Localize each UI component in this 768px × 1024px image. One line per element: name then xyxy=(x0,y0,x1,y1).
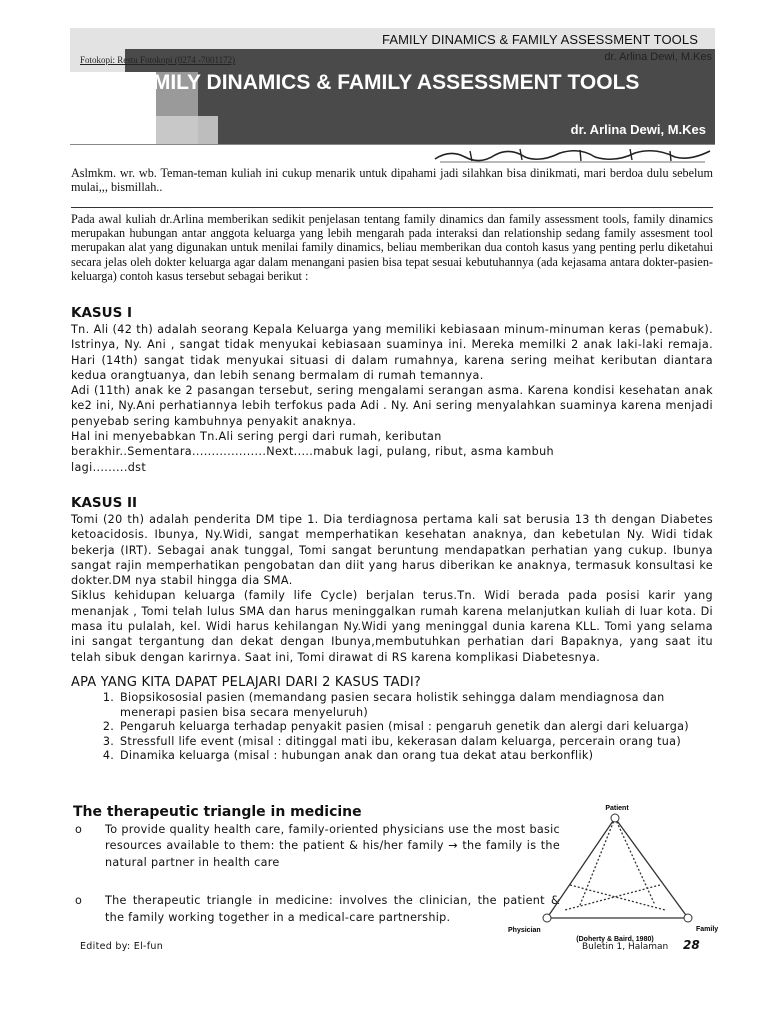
bullet-item xyxy=(75,893,560,926)
intro-text: Aslmkm. wr. wb. Teman-teman kuliah ini cukup menarik untuk dipahami jadi silahkan bisa dinikmati, mari berdoa dulu sebelum mulai,,, bismillah.. xyxy=(71,166,713,194)
lessons-list xyxy=(76,691,716,764)
footer-editor: Edited by: El-fun xyxy=(80,941,164,952)
header-decor-square xyxy=(198,116,218,144)
list-item: 2. Pengaruh keluarga terhadap penyakit pasien (misal : pengaruh genetik dan alergi dari keluarga) xyxy=(118,720,716,735)
page-number: 28 xyxy=(683,938,700,952)
calligraphy-image xyxy=(430,145,715,165)
bullet-text: To provide quality health care, family-oriented physicians use the most basic resources available to them: the patient & his/her family → the family is the natural partner in health care xyxy=(105,823,560,869)
list-item: 4. Dinamika keluarga (misal : hubungan anak dan orang tua dekat atau berkonflik) xyxy=(118,749,716,764)
triangle-label-physician: Physician xyxy=(508,927,541,934)
kasus2-paragraph: Tomi (20 th) adalah penderita DM tipe 1. Dia terdiagnosa pertama kali sat berusia 13 th dengan Diabetes ketoacidosis. Ibunya, Ny.Widi, sangat memperhatikan kesehatan anaknya, dan kebetulan Ny. Widi tidak bekerja (IRT). Sebagai anak tunggal, Tomi sangat beruntung mendapatkan perhatian yang cukup. Ibunya sangat rajin memperhatikan pengobatan dan diit yang harus diberikan ke anaknya, termasuk konsultasi ke dokter.DM nya stabil hingga dia SMA. xyxy=(71,513,713,588)
kasus1-heading: KASUS I xyxy=(71,305,133,321)
triangle-citation: (Doherty & Baird, 1980) xyxy=(576,936,654,943)
header-author-small: dr. Arlina Dewi, M.Kes xyxy=(604,51,712,63)
kasus1-paragraph: Adi (11th) anak ke 2 pasangan tersebut, sering mengalami serangan asma. Karena kondisi kesehatan anak ke2 ini, Ny.Ani perhatiannya lebih terfokus pada Adi . Ny. Ani sering menyalahkan suaminya karena menjadi penyebab sering kambuhnya penyakit anaknya. xyxy=(71,384,713,428)
kasus2-paragraph: Siklus kehidupan keluarga (family life Cycle) berjalan terus.Tn. Widi berada pada posisi karir yang menanjak , Tomi telah lulus SMA dan harus meninggalkan rumah karena melanjutkan kuliah di luar kota. Di masa itu pulalah, kel. Widi harus kehilangan Ny.Widi yang meninggal dunia karena KLL. Tomi yang selama ini sangat tergantung dan dekat dengan Ibunya,membutuhkan perhatian dari Bapaknya, yang saat itu telah sibuk dengan karirnya. Saat ini, Tomi dirawat di RS karena komplikasi Diabetesnya. xyxy=(71,589,713,664)
lessons-list-wrap xyxy=(76,691,716,764)
divider xyxy=(71,207,713,208)
bullet-marker: o xyxy=(75,894,83,908)
bullet-marker: o xyxy=(75,823,83,836)
footer-bulletin: Buletin 1, Halaman xyxy=(582,942,669,952)
opening-paragraph: Pada awal kuliah dr.Arlina memberikan sedikit penjelasan tentang family dinamics dan family assessment tools, family dinamics merupakan hubungan antar anggota keluarga yang lebih mengarah pada interaksi dan relationship sedang family assesment tool merupakan alat yang digunakan untuk menilai family dinamics, beliau memberikan dua contoh kasus yang penting perlu diketahui secara jelas oleh dokter keluarga agar dalam menangani pasien bisa tepat sesuai kebutuhannya (ada kejasama antara dokter-pasien-keluarga) contoh kasus tersebut sebagai berikut : xyxy=(71,212,713,283)
triangle-heading: The therapeutic triangle in medicine xyxy=(73,804,362,820)
kasus1-paragraph: Tn. Ali (42 th) adalah seorang Kepala Keluarga yang memiliki kebiasaan minum-minuman keras (pemabuk). Istrinya, Ny. Ani , sangat tidak menyukai kebiasaan suaminya ini. Mereka memilki 2 anak laki-laki remaja. Hari (14th) sangat tidak menyukai situasi di dalam rumahnya, karena sering meihat keributan diantara kedua orangtuanya, dan lebih senang bermalam di rumah temannya. xyxy=(71,323,713,382)
triangle-label-family: Family xyxy=(696,926,719,933)
bullet-text: The therapeutic triangle in medicine: involves the clinician, the patient & the family working together in a medical-care partnership. xyxy=(105,894,560,924)
lessons-heading: APA YANG KITA DAPAT PELAJARI DARI 2 KASUS TADI? xyxy=(71,675,422,690)
therapeutic-triangle-diagram xyxy=(500,800,730,950)
author-name: dr. Arlina Dewi, M.Kes xyxy=(570,122,706,137)
bullet-item xyxy=(75,822,560,871)
kasus1-paragraph: Hal ini menyebabkan Tn.Ali sering pergi dari rumah, keributan berakhir..Sementara...................Next.....mabuk lagi, pulang, ribut, asma kambuh lagi.........dst xyxy=(71,430,554,474)
list-item: 3. Stressfull life event (misal : ditinggal mati ibu, kekerasan dalam keluarga, percerain orang tua) xyxy=(118,735,716,750)
header-title-small: FAMILY DINAMICS & FAMILY ASSESSMENT TOOLS xyxy=(382,32,698,47)
kasus1-body xyxy=(71,322,713,475)
photocopy-note: Fotokopi: Restu Fotokopi (0274 -7001172) xyxy=(80,55,236,65)
header-decor-square xyxy=(156,116,198,144)
kasus2-body xyxy=(71,512,713,665)
page-title: FAMILY DINAMICS & FAMILY ASSESSMENT TOOLS xyxy=(126,71,640,94)
triangle-label-patient: Patient xyxy=(605,805,629,812)
list-item: 1. Biopsikososial pasien (memandang pasien secara holistik sehingga dalam mendiagnosa dan menerapi pasien bisa secara menyeluruh) xyxy=(118,691,716,720)
triangle-bullets xyxy=(75,822,560,926)
kasus2-heading: KASUS II xyxy=(71,495,138,511)
